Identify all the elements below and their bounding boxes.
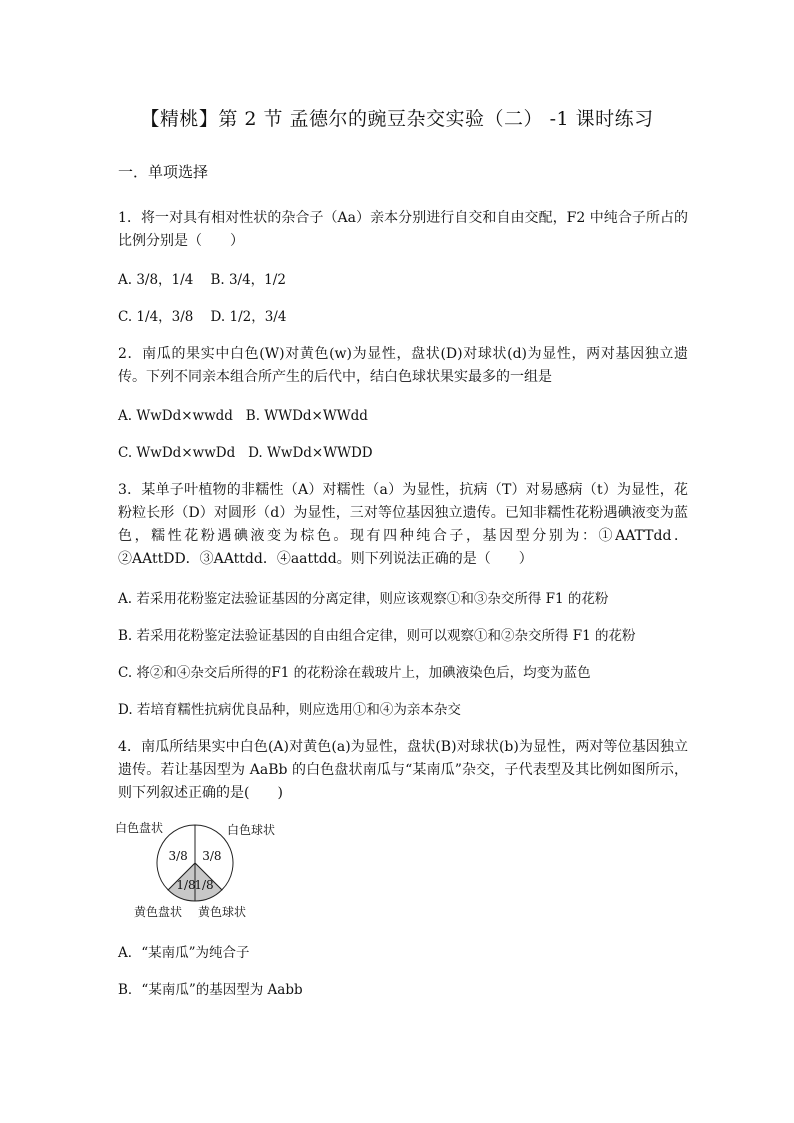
question-3-option-a: A. 若采用花粉鉴定法验证基因的分离定律，则应该观察①和③杂交所得 F1 的花粉 <box>118 591 609 607</box>
question-2-options-ab: A. WwDd×wwdd B. WWDd×WWdd <box>118 408 368 424</box>
section-heading: 一．单项选择 <box>118 163 209 181</box>
question-4-stem: 4．南瓜所结果实中白色(A)对黄色(a)为显性，盘状(B)对球状(b)为显性，两对等位基因独立遗传。若让基因型为 AaBb 的白色盘状南瓜与“某南瓜”杂交，子代表型及其比例如图所示，则下列叙述正确的是( ) <box>118 739 688 801</box>
data-label-yellow-disc: 1/8 <box>176 877 196 892</box>
phenotype-pie-chart <box>110 818 290 924</box>
question-3-stem: 3．某单子叶植物的非糯性（A）对糯性（a）为显性，抗病（T）对易感病（t）为显性，花粉粒长形（D）对圆形（d）为显性，三对等位基因独立遗传。已知非糯性花粉遇碘液变为蓝色，糯性花粉遇碘液变为棕色。现有四种纯合子，基因型分别为：①AATTdd．②AAttDD．③AAttdd．④aattdd。则下列说法正确的是（ ） <box>118 482 688 567</box>
question-4-option-a: A．“某南瓜”为纯合子 <box>118 945 250 961</box>
question-3-option-c: C. 将②和④杂交后所得的F1 的花粉涂在载玻片上，加碘液染色后，均变为蓝色 <box>118 665 591 681</box>
question-3-option-d: D. 若培育糯性抗病优良品种，则应选用①和④为亲本杂交 <box>118 702 461 718</box>
page-title: 【精桃】第 2 节 孟德尔的豌豆杂交实验（二） -1 课时练习 <box>140 108 654 130</box>
question-1-stem: 1．将一对具有相对性状的杂合子（Aa）亲本分别进行自交和自由交配，F2 中纯合子所占的比例分别是（ ） <box>118 210 688 249</box>
question-2-options-cd: C. WwDd×wwDd D. WwDd×WWDD <box>118 445 373 461</box>
legend-label-white-disc: 白色盘状 <box>115 821 164 835</box>
legend-label-yellow-sphere: 黄色球状 <box>198 905 247 919</box>
data-label-white-sphere: 3/8 <box>202 849 222 864</box>
legend-label-white-sphere: 白色球状 <box>227 823 276 837</box>
data-label-yellow-sphere: 1/8 <box>194 877 214 892</box>
question-1-options-cd: C. 1/4，3/8 D. 1/2，3/4 <box>118 309 287 325</box>
question-4-option-b: B．“某南瓜”的基因型为 Aabb <box>118 982 303 998</box>
legend-label-yellow-disc: 黄色盘状 <box>134 905 183 919</box>
data-label-white-disc: 3/8 <box>168 849 188 864</box>
question-3-option-b: B. 若采用花粉鉴定法验证基因的自由组合定律，则可以观察①和②杂交所得 F1 的花粉 <box>118 628 636 644</box>
question-1-options-ab: A. 3/8，1/4 B. 3/4，1/2 <box>118 272 286 288</box>
question-2-stem: 2．南瓜的果实中白色(W)对黄色(w)为显性，盘状(D)对球状(d)为显性，两对基因独立遗传。下列不同亲本组合所产生的后代中，结白色球状果实最多的一组是 <box>118 346 688 385</box>
